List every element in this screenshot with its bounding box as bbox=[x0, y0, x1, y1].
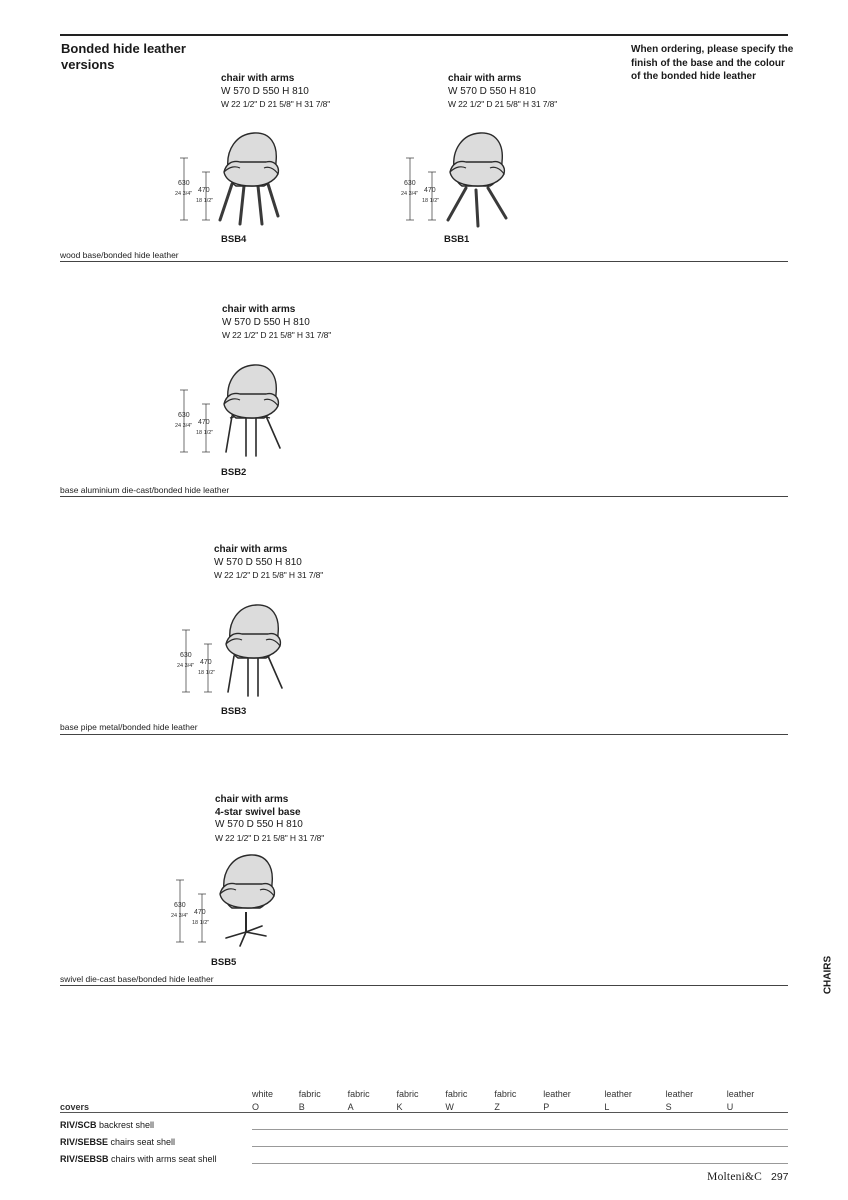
row-divider bbox=[60, 734, 788, 735]
seat-height-inches: 24 3/4" bbox=[175, 423, 193, 429]
chair-leg bbox=[268, 184, 278, 216]
arm-height-inches: 18 1/2" bbox=[422, 198, 440, 204]
product-code: BSB3 bbox=[221, 706, 247, 717]
item-desc: backrest shell bbox=[99, 1119, 155, 1130]
cover-code: Z bbox=[494, 1099, 543, 1113]
seat-height-inches: 24 3/4" bbox=[171, 913, 189, 919]
row-label: base pipe metal/bonded hide leather bbox=[60, 722, 198, 732]
cover-type: leather bbox=[543, 1089, 571, 1099]
item-code: RIV/SCB bbox=[60, 1119, 97, 1130]
product-metric-dims: W 570 D 550 H 810 bbox=[221, 85, 309, 97]
product-name: chair with arms bbox=[222, 304, 296, 315]
product-spec-bsb1 bbox=[448, 73, 557, 111]
chair-seat bbox=[450, 161, 504, 186]
product-metric-dims: W 570 D 550 H 810 bbox=[448, 85, 536, 97]
product-spec-bsb4 bbox=[221, 73, 330, 111]
cover-type: leather bbox=[604, 1089, 632, 1099]
product-imperial-dims: W 22 1/2" D 21 5/8" H 31 7/8" bbox=[215, 832, 325, 843]
row-label: wood base/bonded hide leather bbox=[60, 250, 179, 260]
top-rule bbox=[60, 34, 788, 36]
seat-height-mm: 630 bbox=[178, 180, 190, 187]
product-spec-bsb5 bbox=[215, 794, 324, 844]
seat-height-mm: 630 bbox=[178, 412, 190, 419]
item-desc: chairs seat shell bbox=[110, 1136, 176, 1147]
product-name: chair with arms bbox=[221, 73, 295, 84]
cover-code: U bbox=[727, 1099, 788, 1113]
side-tab-label: CHAIRS bbox=[822, 955, 834, 995]
cover-code: B bbox=[299, 1099, 348, 1113]
chair-drawing-bsb3 bbox=[172, 600, 292, 700]
brand-logo: Molteni&C bbox=[707, 1171, 762, 1183]
product-metric-dims: W 570 D 550 H 810 bbox=[222, 316, 310, 328]
chair-drawing-bsb4 bbox=[170, 128, 290, 228]
ordering-note: When ordering, please specify the finish of the base and the colour of the bonded hide leather bbox=[631, 44, 794, 82]
seat-height-inches: 24 3/4" bbox=[177, 663, 195, 669]
cover-type: leather bbox=[726, 1089, 755, 1099]
product-spec-bsb2 bbox=[222, 304, 331, 342]
item-code: RIV/SEBSB bbox=[60, 1153, 109, 1164]
cover-type: fabric bbox=[445, 1089, 468, 1099]
chair-leg bbox=[246, 932, 266, 936]
seat-height-inches: 24 3/4" bbox=[175, 191, 193, 197]
chair-leg bbox=[266, 416, 280, 448]
item-code: RIV/SEBSE bbox=[60, 1136, 109, 1147]
seat-height-mm: 630 bbox=[174, 902, 186, 909]
section-title: Bonded hide leather versions bbox=[61, 41, 186, 72]
product-code: BSB1 bbox=[444, 234, 470, 245]
cover-type: fabric bbox=[298, 1089, 321, 1099]
covers-item-row bbox=[60, 1113, 788, 1130]
covers-code-row bbox=[60, 1099, 788, 1113]
chair-drawing-bsb2 bbox=[170, 360, 290, 460]
row-label: base aluminium die-cast/bonded hide leather bbox=[60, 485, 230, 495]
product-metric-dims: W 570 D 550 H 810 bbox=[215, 819, 303, 830]
cover-code: O bbox=[252, 1099, 299, 1113]
product-spec-bsb3 bbox=[214, 544, 323, 582]
chair-seat bbox=[224, 161, 278, 186]
covers-type-row bbox=[60, 1086, 788, 1099]
chair-drawing-bsb5 bbox=[166, 850, 286, 950]
arm-height-inches: 18 1/2" bbox=[196, 430, 214, 436]
row-divider bbox=[60, 496, 788, 497]
chair-leg bbox=[246, 926, 262, 932]
chair-leg bbox=[240, 186, 244, 224]
product-name-line2: 4-star swivel base bbox=[215, 806, 301, 818]
covers-label: covers bbox=[60, 1099, 252, 1113]
chair-seat bbox=[224, 393, 278, 418]
row-divider bbox=[60, 261, 788, 262]
arm-height-mm: 470 bbox=[198, 419, 210, 426]
covers-item-row bbox=[60, 1147, 788, 1164]
arm-height-inches: 18 1/2" bbox=[198, 670, 216, 676]
row-divider bbox=[60, 985, 788, 986]
product-code: BSB2 bbox=[221, 467, 247, 478]
cover-type: fabric bbox=[396, 1089, 419, 1099]
cover-code: P bbox=[543, 1099, 604, 1113]
product-code: BSB4 bbox=[221, 234, 247, 245]
cover-code: K bbox=[397, 1099, 446, 1113]
cover-code: L bbox=[604, 1099, 665, 1113]
arm-height-inches: 18 1/2" bbox=[192, 920, 210, 926]
chair-leg bbox=[220, 184, 232, 220]
chair-leg bbox=[258, 186, 262, 224]
cover-type: fabric bbox=[347, 1089, 370, 1099]
product-metric-dims: W 570 D 550 H 810 bbox=[214, 556, 302, 568]
product-name: chair with arms bbox=[214, 544, 288, 555]
product-code: BSB5 bbox=[211, 957, 237, 968]
chair-leg bbox=[448, 188, 466, 220]
chair-seat bbox=[220, 883, 274, 908]
seat-height-mm: 630 bbox=[404, 180, 416, 187]
cover-type: leather bbox=[665, 1089, 694, 1099]
item-desc: chairs with arms seat shell bbox=[111, 1153, 217, 1164]
chair-seat bbox=[226, 633, 280, 658]
row-label: swivel die-cast base/bonded hide leather bbox=[60, 974, 214, 984]
chair-leg bbox=[488, 188, 506, 218]
cover-type: fabric bbox=[494, 1089, 517, 1099]
chair-leg bbox=[476, 190, 478, 226]
side-tab-chairs bbox=[818, 955, 838, 995]
product-name: chair with arms bbox=[448, 73, 522, 84]
product-name: chair with arms bbox=[215, 794, 289, 805]
product-imperial-dims: W 22 1/2" D 21 5/8" H 31 7/8" bbox=[221, 99, 331, 109]
product-imperial-dims: W 22 1/2" D 21 5/8" H 31 7/8" bbox=[448, 99, 558, 109]
seat-height-mm: 630 bbox=[180, 652, 192, 659]
page-number: 297 bbox=[771, 1171, 789, 1183]
arm-height-mm: 470 bbox=[424, 187, 436, 194]
chair-leg bbox=[268, 656, 282, 688]
arm-height-mm: 470 bbox=[194, 909, 206, 916]
product-imperial-dims: W 22 1/2" D 21 5/8" H 31 7/8" bbox=[214, 570, 324, 580]
arm-height-mm: 470 bbox=[198, 187, 210, 194]
chair-leg bbox=[226, 416, 232, 452]
arm-height-mm: 470 bbox=[200, 659, 212, 666]
chair-leg bbox=[228, 656, 234, 692]
covers-table bbox=[60, 1086, 788, 1164]
cover-code: W bbox=[445, 1099, 494, 1113]
chair-drawing-bsb1 bbox=[396, 128, 516, 228]
cover-code: A bbox=[348, 1099, 397, 1113]
product-imperial-dims: W 22 1/2" D 21 5/8" H 31 7/8" bbox=[222, 330, 332, 340]
arm-height-inches: 18 1/2" bbox=[196, 198, 214, 204]
cover-type: white bbox=[252, 1089, 274, 1099]
covers-item-row bbox=[60, 1130, 788, 1147]
cover-code: S bbox=[666, 1099, 727, 1113]
seat-height-inches: 24 3/4" bbox=[401, 191, 419, 197]
